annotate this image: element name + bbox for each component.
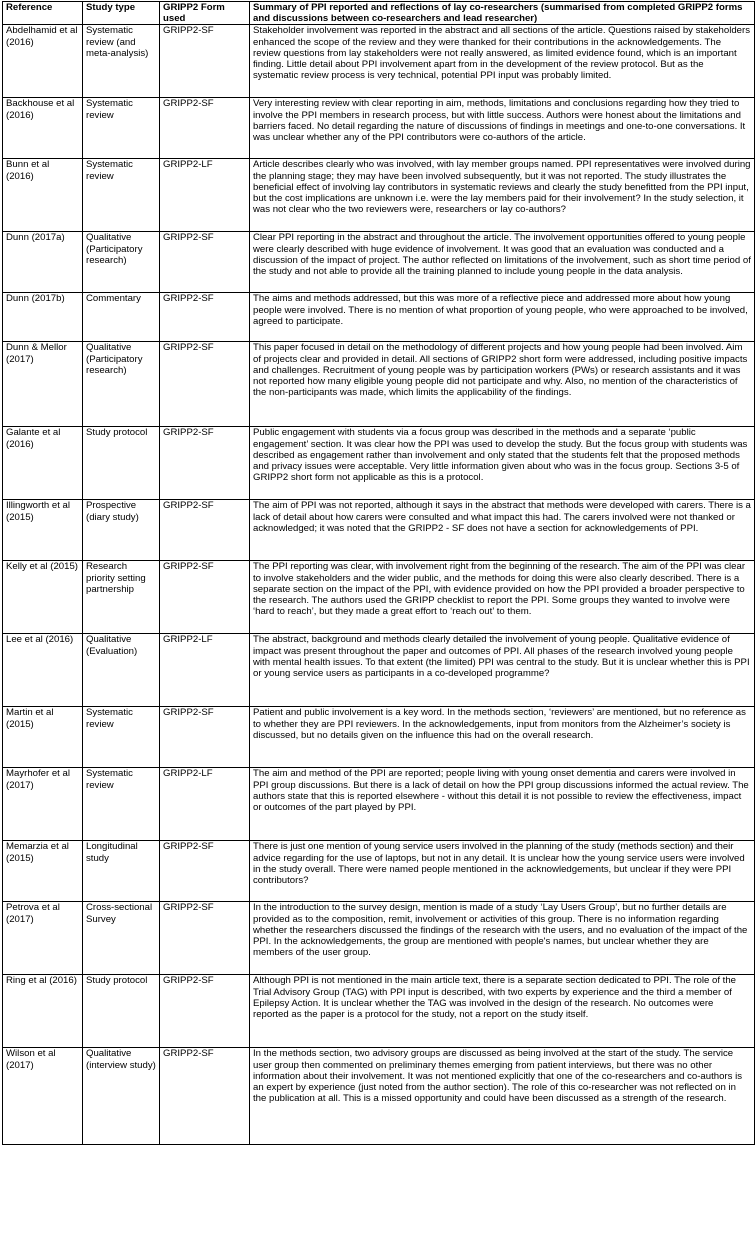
ppi-reporting-table bbox=[2, 1, 755, 1145]
summary-cell: This paper focused in detail on the methodology of different projects and how young people had been involved. Aim of projects clear and provided in detail. All sections of GRIPP2 short form were addressed, including positive impacts and challenges. Recruitment of young people was by participation workers (PWs) or research assistants and it was not reported how many eligible young people did not participate and why. Also, no mention of the characteristics of the non-participants was made, which limits the applicability of the findings. bbox=[250, 342, 755, 427]
study-type-cell: Systematic review (and meta-analysis) bbox=[83, 25, 160, 98]
study-type-cell: Prospective (diary study) bbox=[83, 500, 160, 561]
study-type-cell: Qualitative (Evaluation) bbox=[83, 634, 160, 707]
table-row bbox=[3, 342, 755, 427]
study-type-cell: Systematic review bbox=[83, 98, 160, 159]
header-study-type: Study type bbox=[83, 2, 160, 25]
summary-cell: Very interesting review with clear reporting in aim, methods, limitations and conclusions regarding how they tried to involve the PPI members in research process, but with little success. Authors were honest about the limitations and barriers faced. No detail regarding the nature of discussions of findings in meetings and one-to-one conversations. It was unclear whether any of the PPI contributors were co-authors of the article. bbox=[250, 98, 755, 159]
form-cell: GRIPP2-LF bbox=[160, 159, 250, 232]
table-row bbox=[3, 634, 755, 707]
table-row bbox=[3, 159, 755, 232]
study-type-cell: Systematic review bbox=[83, 768, 160, 841]
reference-cell: Illingworth et al (2015) bbox=[3, 500, 83, 561]
form-cell: GRIPP2-SF bbox=[160, 841, 250, 902]
form-cell: GRIPP2-SF bbox=[160, 98, 250, 159]
study-type-cell: Longitudinal study bbox=[83, 841, 160, 902]
table-row bbox=[3, 975, 755, 1048]
study-type-cell: Commentary bbox=[83, 293, 160, 342]
study-type-cell: Study protocol bbox=[83, 427, 160, 500]
form-cell: GRIPP2-SF bbox=[160, 25, 250, 98]
header-row bbox=[3, 2, 755, 25]
summary-cell: The aim and method of the PPI are reported; people living with young onset dementia and carers were involved in PPI group discussions. But there is a lack of detail on how the PPI group discussions informed the actual review. The authors state that this is reported elsewhere - without this detail it is not possible to review the effectiveness, impact or outcomes of the part played by PPI. bbox=[250, 768, 755, 841]
header-reference: Reference bbox=[3, 2, 83, 25]
study-type-cell: Study protocol bbox=[83, 975, 160, 1048]
table-row bbox=[3, 768, 755, 841]
form-cell: GRIPP2-SF bbox=[160, 561, 250, 634]
table-row bbox=[3, 707, 755, 768]
summary-cell: The aims and methods addressed, but this was more of a reflective piece and addressed more about how young people were involved. There is no mention of what proportion of young people, who were approached to be involved, agreed to participate. bbox=[250, 293, 755, 342]
table-row bbox=[3, 902, 755, 975]
table-row bbox=[3, 1048, 755, 1145]
table-row bbox=[3, 841, 755, 902]
form-cell: GRIPP2-LF bbox=[160, 634, 250, 707]
summary-cell: The PPI reporting was clear, with involvement right from the beginning of the research. The aim of the PPI was clear to involve stakeholders and the wider public, and the methods for doing this were also clearly described. There is a separate section on the impact of the PPI, with evidence provided on how the PPI provided a broader perspective to the research. The authors used the GRIPP checklist to report the PPI. Some groups they wanted to involve were ‘hard to reach’, but they made a great effort to ‘reach out’ to them. bbox=[250, 561, 755, 634]
header-form: GRIPP2 Form used bbox=[160, 2, 250, 25]
study-type-cell: Systematic review bbox=[83, 707, 160, 768]
header-summary: Summary of PPI reported and reflections of lay co-researchers (summarised from completed GRIPP2 forms and discussions between co-researchers and lead researcher) bbox=[250, 2, 755, 25]
reference-cell: Memarzia et al (2015) bbox=[3, 841, 83, 902]
reference-cell: Galante et al (2016) bbox=[3, 427, 83, 500]
reference-cell: Petrova et al (2017) bbox=[3, 902, 83, 975]
form-cell: GRIPP2-SF bbox=[160, 342, 250, 427]
reference-cell: Dunn & Mellor (2017) bbox=[3, 342, 83, 427]
study-type-cell: Qualitative (Participatory research) bbox=[83, 232, 160, 293]
table-row bbox=[3, 98, 755, 159]
reference-cell: Ring et al (2016) bbox=[3, 975, 83, 1048]
reference-cell: Lee et al (2016) bbox=[3, 634, 83, 707]
table-row bbox=[3, 500, 755, 561]
reference-cell: Abdelhamid et al (2016) bbox=[3, 25, 83, 98]
reference-cell: Martin et al (2015) bbox=[3, 707, 83, 768]
form-cell: GRIPP2-SF bbox=[160, 500, 250, 561]
table-row bbox=[3, 232, 755, 293]
summary-cell: Patient and public involvement is a key word. In the methods section, ‘reviewers’ are mentioned, but no reference as to whether they are PPI reviewers. In the acknowledgements, input from monitors from the Alzheimer’s society is discussed, but no details given on the influence this had on the overall research. bbox=[250, 707, 755, 768]
reference-cell: Bunn et al (2016) bbox=[3, 159, 83, 232]
study-type-cell: Cross-sectional Survey bbox=[83, 902, 160, 975]
form-cell: GRIPP2-SF bbox=[160, 1048, 250, 1145]
summary-cell: The aim of PPI was not reported, although it says in the abstract that methods were developed with carers. There is a lack of detail about how carers were consulted and what impact this had. The carers involved were not thanked or acknowledged; it was noted that the GRIPP2 - SF does not have a section for acknowledgements of PPI. bbox=[250, 500, 755, 561]
reference-cell: Wilson et al (2017) bbox=[3, 1048, 83, 1145]
summary-cell: Stakeholder involvement was reported in the abstract and all sections of the article. Questions raised by stakeholders enhanced the scope of the review and they were thanked for their contributions in the acknowledgements. The review questions from lay stakeholders were not really answered, as limited evidence found, which is an important finding. Little detail about PPI involvement apart from in the development of the review protocol. But as the systematic review process is very technical, potential PPI input was probably limited. bbox=[250, 25, 755, 98]
form-cell: GRIPP2-SF bbox=[160, 293, 250, 342]
study-type-cell: Systematic review bbox=[83, 159, 160, 232]
summary-cell: Clear PPI reporting in the abstract and throughout the article. The involvement opportunities offered to young people were clearly described with huge evidence of involvement. It was good that an evaluation was conducted and a discussion of the impact of project. The author reflected on limitations of the involvement, such as short time period of the study and not able to provide all the training planned to include young people in the data analysis. bbox=[250, 232, 755, 293]
form-cell: GRIPP2-SF bbox=[160, 232, 250, 293]
form-cell: GRIPP2-SF bbox=[160, 975, 250, 1048]
summary-cell: In the introduction to the survey design, mention is made of a study ‘Lay Users Group’, but no further details are provided as to the composition, remit, involvement or activities of this group. There is no information regarding whether the researchers discussed the findings of the research with the users, and no evaluation of the impact of the PPI. In the acknowledgements, the group are mentioned with people's names, but unclear whether they are members of the user group. bbox=[250, 902, 755, 975]
summary-cell: The abstract, background and methods clearly detailed the involvement of young people. Qualitative evidence of impact was present throughout the paper and outcomes of PPI. All phases of the research involved young people with mental health issues. To that extent (the limited) PPI was central to the study. But it is unclear whether this is PPI or young service users as participants in a co-developed programme? bbox=[250, 634, 755, 707]
study-type-cell: Qualitative (interview study) bbox=[83, 1048, 160, 1145]
study-type-cell: Qualitative (Participatory research) bbox=[83, 342, 160, 427]
summary-cell: Public engagement with students via a focus group was described in the methods and a separate ‘public engagement’ section. It was clear how the PPI was used to develop the study. But the focus group with students was described as engagement rather than involvement and only stated that the students felt that the proposed methods and privacy issues were acceptable. Very little information given about who was in the focus group. Sections 3-5 of GRIPP2 short form not applicable as this is a protocol. bbox=[250, 427, 755, 500]
reference-cell: Dunn (2017a) bbox=[3, 232, 83, 293]
study-type-cell: Research priority setting partnership bbox=[83, 561, 160, 634]
form-cell: GRIPP2-SF bbox=[160, 707, 250, 768]
form-cell: GRIPP2-LF bbox=[160, 768, 250, 841]
table-row bbox=[3, 561, 755, 634]
reference-cell: Mayrhofer et al (2017) bbox=[3, 768, 83, 841]
form-cell: GRIPP2-SF bbox=[160, 427, 250, 500]
reference-cell: Backhouse et al (2016) bbox=[3, 98, 83, 159]
table-row bbox=[3, 25, 755, 98]
table-row bbox=[3, 293, 755, 342]
summary-cell: Although PPI is not mentioned in the main article text, there is a separate section dedicated to PPI. The role of the Trial Advisory Group (TAG) with PPI input is described, with two experts by experience and the third a member of Epilepsy Action. It is unclear whether the TAG was involved in the design of the research. No outcomes were reported as the paper is a protocol for the study, not a report on the study itself. bbox=[250, 975, 755, 1048]
summary-cell: In the methods section, two advisory groups are discussed as being involved at the start of the study. The service user group then commented on preliminary themes emerging from patient interviews, but there was no other information about their involvement. It was not mentioned explicitly that one of the co-researchers and co-authors is an expert by experience (just noted from the author section). The role of this co-researcher was not reflected on in the publication at all. This is a missed opportunity and could have been discussed as a strength of the research. bbox=[250, 1048, 755, 1145]
summary-cell: Article describes clearly who was involved, with lay member groups named. PPI representatives were involved during the planning stage; they may have been involved subsequently, but it was not reported. The study illustrates the beneficial effect of involving lay contributors in systematic reviews and clearly the study benefitted from the PPI input, but the cost implications are unknown i.e. were the lay members paid for their involvement? In the study selection, it was not clear who the two reviewers were, researchers or lay co-authors? bbox=[250, 159, 755, 232]
table-row bbox=[3, 427, 755, 500]
reference-cell: Dunn (2017b) bbox=[3, 293, 83, 342]
reference-cell: Kelly et al (2015) bbox=[3, 561, 83, 634]
form-cell: GRIPP2-SF bbox=[160, 902, 250, 975]
summary-cell: There is just one mention of young service users involved in the planning of the study (methods section) and their advice regarding for the use of laptops, but not in any detail. It is unclear how the young service users were involved in the study overall. There were named people mentioned in the acknowledgements, but unclear if they were PPI contributors? bbox=[250, 841, 755, 902]
